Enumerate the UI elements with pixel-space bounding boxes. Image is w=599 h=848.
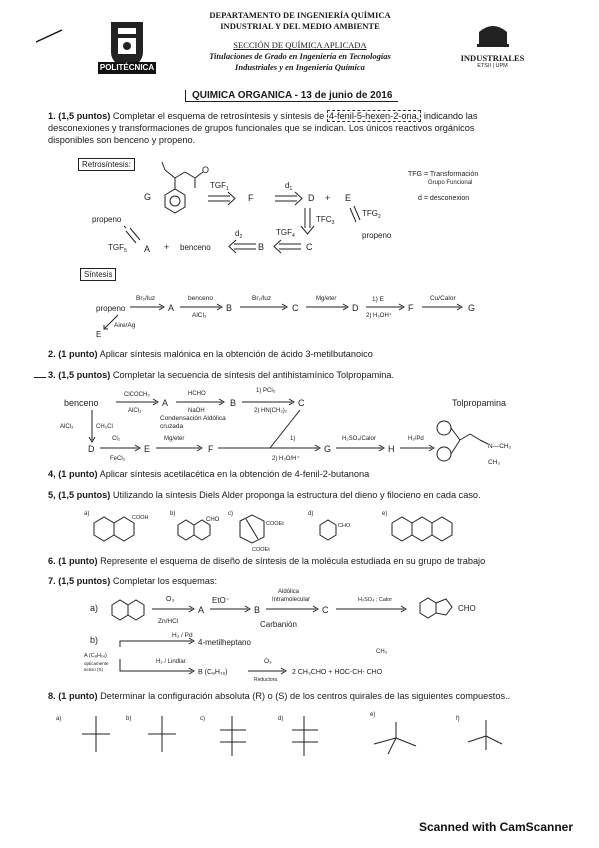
q5-d-ring bbox=[320, 520, 336, 540]
q3-r2-note2: cruzada bbox=[160, 423, 184, 430]
q7-arrow-7 bbox=[248, 668, 286, 674]
industriales-logo bbox=[455, 18, 530, 68]
synth-A: A bbox=[168, 303, 175, 313]
q3-arrow-down bbox=[89, 410, 95, 442]
q7-C: C bbox=[322, 605, 329, 615]
q7-start: A (C₈H₁₄) bbox=[84, 653, 107, 659]
q3-E: E bbox=[144, 444, 151, 454]
retro-propeno-2: propeno bbox=[362, 231, 392, 240]
svg-text:d): d) bbox=[278, 716, 284, 722]
q6-number: 6. bbox=[48, 556, 56, 566]
svg-text:a): a) bbox=[56, 716, 62, 722]
q7-r2-top2: Intramolecular bbox=[272, 597, 311, 603]
retro-F: F bbox=[248, 193, 254, 203]
synth-r2-bot: AlCl₃ bbox=[192, 312, 207, 319]
retro-arrow-3 bbox=[301, 208, 314, 234]
q7-reductora: Reductora bbox=[254, 677, 278, 683]
q7-B: B bbox=[254, 605, 261, 615]
retro-arrow-4 bbox=[350, 206, 360, 222]
q7-number: 7. bbox=[48, 576, 56, 586]
q7-carbanion: Carbanión bbox=[260, 620, 297, 629]
q3-arrow-2 bbox=[176, 399, 224, 405]
q7-r1-top: O₃ bbox=[166, 596, 175, 603]
retro-plus-1: + bbox=[325, 193, 331, 203]
politecnica-badge: POLITÉCNICA bbox=[99, 63, 155, 72]
synth-arrow-4 bbox=[306, 304, 348, 310]
retro-plus-2: + bbox=[164, 242, 170, 252]
d1-label: $d_1$ bbox=[285, 181, 293, 192]
tfg2-label: $TFG_2$ bbox=[362, 209, 381, 220]
q3-arrow-5 bbox=[156, 445, 202, 451]
q3-F: F bbox=[208, 444, 214, 454]
q5-text: Utilizando la síntesis Diels Alder proponga la estructura del dieno y filocieno en cada caso. bbox=[112, 490, 481, 500]
q3-r1-top: ClCOCH₃ bbox=[124, 392, 150, 398]
synth-r2-top: benceno bbox=[188, 295, 213, 302]
retro-propeno-1: propeno bbox=[92, 215, 122, 224]
q3-H: H bbox=[388, 444, 395, 454]
tfc3-label: $TFC_3$ bbox=[316, 215, 335, 226]
tfg-definition-2: Grupo Funcional bbox=[428, 180, 473, 186]
q7-r1-bot: Zn/HCl bbox=[158, 618, 179, 625]
q3-r2-top: HCHO bbox=[188, 391, 206, 397]
svg-text:f): f) bbox=[456, 716, 460, 722]
q5-c-cooet2: COOEt bbox=[252, 547, 270, 553]
q3-r2-bot: NaOH bbox=[188, 408, 205, 414]
target-molecule bbox=[162, 162, 203, 213]
q1-text-b: indicando las bbox=[423, 111, 478, 121]
q7-Bformula: B (C₈H₁₆) bbox=[198, 669, 228, 676]
retro-A: A bbox=[144, 244, 151, 254]
retro-arrow-1 bbox=[208, 192, 235, 205]
building-icon bbox=[473, 18, 513, 48]
ketone-oxygen: O bbox=[202, 165, 210, 175]
dept-line2: INDUSTRIAL Y DEL MEDIO AMBIENTE bbox=[220, 21, 380, 31]
retro-B: B bbox=[258, 242, 265, 252]
q3-arrow-4 bbox=[100, 445, 140, 451]
synth-E: E bbox=[96, 330, 102, 339]
q8-points: (1 punto) bbox=[58, 691, 98, 701]
q7-o3: O₃ bbox=[264, 658, 272, 665]
q7-cho: CHO bbox=[458, 604, 476, 613]
dept-line1: DEPARTAMENTO DE INGENIERÍA QUÍMICA bbox=[209, 10, 391, 20]
q7-A: A bbox=[198, 605, 205, 615]
retro-C: C bbox=[306, 242, 313, 252]
q3-arrow-3 bbox=[242, 399, 294, 405]
synth-r5-bot: 2) H₃OH⁺ bbox=[366, 313, 392, 319]
q3-scheme bbox=[60, 382, 560, 472]
synth-aire: Aire/Ag bbox=[114, 322, 136, 329]
synth-r3: Br₂/luz bbox=[252, 295, 272, 302]
synth-propeno: propeno bbox=[96, 304, 126, 313]
q7-r2-top1: Aldólica bbox=[278, 589, 300, 595]
synth-C: C bbox=[292, 303, 299, 313]
q3-product-name: Tolpropamina bbox=[452, 398, 507, 408]
q8-compound-b bbox=[126, 716, 176, 752]
q7-scheme bbox=[80, 585, 560, 685]
q3-text: Completar la secuencia de síntesis del antihistamínico Tolpropamina. bbox=[112, 370, 395, 380]
q5-d: d) bbox=[308, 511, 314, 517]
q7-arrow-3 bbox=[266, 606, 318, 612]
q1-target: 4-fenil-5-hexen-2-ona, bbox=[328, 111, 420, 121]
q3-arrow-1 bbox=[116, 399, 158, 405]
retro-benceno: benceno bbox=[180, 243, 211, 252]
q3-C: C bbox=[298, 398, 305, 408]
tgf5-label: $TGF_5$ bbox=[108, 243, 127, 254]
q3-arrow-7 bbox=[336, 445, 384, 451]
synthesis-label: Síntesis bbox=[80, 268, 116, 281]
question-2 bbox=[48, 348, 373, 360]
retro-arrow-7 bbox=[274, 240, 301, 253]
synth-D-placeholder: D bbox=[352, 303, 359, 313]
retro-E: E bbox=[345, 193, 352, 203]
q3-arrow-6 bbox=[218, 445, 320, 451]
q7-points: (1,5 puntos) bbox=[58, 576, 111, 586]
q5-c-cooet: COOEt bbox=[266, 521, 284, 527]
q3-ch3cl: CH₃Cl bbox=[96, 424, 113, 430]
q8-number: 8. bbox=[48, 691, 56, 701]
q4-points: (1 punto) bbox=[58, 469, 98, 479]
q3-r2-note1: Condensación Aldólica bbox=[160, 415, 226, 422]
q2-text: Aplicar síntesis malónica en la obtención de ácido 3-metilbutanoico bbox=[99, 349, 373, 359]
industriales-label: INDUSTRIALES bbox=[460, 53, 525, 63]
q7-arrow-2 bbox=[210, 606, 250, 612]
q5-points: (1,5 puntos) bbox=[58, 490, 111, 500]
q8-compound-c bbox=[200, 716, 246, 756]
degree-line2: Industriales y en Ingeniería Química bbox=[235, 62, 365, 72]
q3-r4-bot: FeCl₃ bbox=[110, 456, 126, 462]
tgf4-label: $TGF_4$ bbox=[276, 228, 295, 239]
tolpropamina-structure bbox=[437, 421, 488, 461]
q3-arrow-8 bbox=[400, 445, 434, 451]
svg-text:e): e) bbox=[370, 712, 376, 718]
q3-r3-bot: 2) HN(CH₃)₂ bbox=[254, 408, 288, 414]
q7-start-note1: opticamente bbox=[84, 661, 109, 666]
q1-text-d: disponibles son benceno y propeno. bbox=[48, 135, 196, 145]
q5-b-cho: CHO bbox=[206, 517, 220, 523]
retro-G: G bbox=[144, 192, 152, 202]
q8-structures bbox=[56, 708, 536, 768]
q3-r5: Mg/eter bbox=[164, 436, 185, 442]
q5-e-ring bbox=[392, 517, 412, 541]
q7-arrow-1 bbox=[152, 606, 194, 612]
pen-mark bbox=[34, 28, 64, 49]
synth-F: F bbox=[408, 303, 414, 313]
q5-c: c) bbox=[228, 511, 233, 517]
q5-a: a) bbox=[84, 511, 90, 517]
scanner-watermark: Scanned with CamScanner bbox=[418, 820, 573, 834]
q3-nme: N—CH₃ bbox=[488, 443, 512, 450]
q7-h2pd: H₂ / Pd bbox=[172, 632, 193, 639]
svg-text:b): b) bbox=[126, 716, 132, 722]
q7-ch3: CH₃ bbox=[376, 649, 388, 655]
q3-G: G bbox=[324, 444, 332, 454]
q7-prod2: 2 CH₃CHO + HOC-CH- CHO bbox=[292, 669, 383, 676]
retro-label: Retrosíntesis: bbox=[78, 158, 135, 171]
q7-a-label: a) bbox=[90, 603, 99, 613]
retro-scheme bbox=[80, 160, 550, 270]
retro-arrow-2 bbox=[275, 192, 302, 205]
svg-text:c): c) bbox=[200, 716, 205, 722]
q7-text: Completar los esquemas: bbox=[112, 576, 218, 586]
synth-G: G bbox=[468, 303, 476, 313]
q1-text-a: Completar el esquema de retrosíntesis y síntesis de bbox=[112, 111, 325, 121]
q7-b-label: b) bbox=[90, 635, 99, 645]
section-name: SECCIÓN DE QUÍMICA APLICADA bbox=[233, 40, 367, 50]
question-6 bbox=[48, 555, 485, 567]
q8-compound-a bbox=[56, 716, 110, 752]
q7-product1: 4-metilheptano bbox=[198, 638, 251, 647]
q2-points: (1 punto) bbox=[58, 349, 98, 359]
q5-number: 5, bbox=[48, 490, 56, 500]
synth-arrow-6 bbox=[422, 304, 462, 310]
q3-benceno: benceno bbox=[64, 398, 99, 408]
q7-indene bbox=[420, 598, 436, 618]
synth-B: B bbox=[226, 303, 233, 313]
q4-text: Aplicar síntesis acetilacética en la obtención de 4-fenil-2-butanona bbox=[99, 469, 370, 479]
q5-a-ring bbox=[94, 517, 114, 541]
q5-a-cooh: COOH bbox=[132, 515, 149, 521]
tfg-definition: TFG = Transformación bbox=[408, 171, 479, 178]
question-1 bbox=[48, 110, 553, 146]
retro-arrow-6 bbox=[229, 240, 256, 253]
q7-start-note2: activo (S) bbox=[84, 667, 104, 672]
q8-text: Determinar la configuración absoluta (R) o (S) de los centros quirales de las siguientes compuestos.. bbox=[100, 691, 511, 701]
q8-compound-f bbox=[456, 716, 502, 750]
department-header bbox=[160, 10, 440, 73]
exam-title: QUIMICA ORGANICA - 13 de junio de 2016 bbox=[185, 90, 398, 102]
synth-r1: Br₂/luz bbox=[136, 295, 156, 302]
etsii-label: ETSII | UPM bbox=[477, 63, 508, 69]
q8-compound-e bbox=[370, 712, 416, 754]
synthesis-scheme bbox=[80, 285, 550, 340]
q3-ch3: CH₃ bbox=[488, 459, 501, 466]
q5-structures bbox=[80, 505, 520, 555]
q7-arrow-5 bbox=[120, 638, 194, 647]
q3-r6-top: 1) bbox=[290, 436, 296, 442]
retro-arrow-5 bbox=[124, 226, 140, 243]
q5-e: e) bbox=[382, 511, 388, 517]
q1-number: 1. bbox=[48, 111, 56, 121]
q3-r7: H₂SO₄/Calor bbox=[342, 436, 376, 442]
synth-r5-top: 1) E bbox=[372, 296, 384, 303]
q4-number: 4, bbox=[48, 469, 56, 479]
synth-r4: Mg/eter bbox=[316, 296, 337, 302]
d2-label: $d_2$ bbox=[235, 229, 243, 240]
q3-r6-bot: 2) H₃O/H⁺ bbox=[272, 456, 300, 462]
synth-r6: Cu/Calor bbox=[430, 295, 456, 302]
q3-points: (1,5 puntos) bbox=[58, 370, 111, 380]
q3-B: B bbox=[230, 398, 237, 408]
q7-naphthalene bbox=[112, 600, 128, 620]
question-8 bbox=[48, 690, 510, 702]
q3-r1-bot: AlCl₃ bbox=[128, 408, 142, 414]
q7-r3: H₂SO₄ ; Calor bbox=[358, 597, 393, 603]
q6-points: (1 punto) bbox=[58, 556, 98, 566]
q5-b-ring bbox=[178, 520, 194, 540]
q8-compound-d bbox=[278, 716, 318, 756]
q5-d-cho: CHO bbox=[338, 523, 351, 529]
degree-line1: Titulaciones de Grado en Ingeniería en Tecnologías bbox=[209, 51, 391, 61]
synth-arrow-2 bbox=[180, 304, 222, 310]
q3-arrow-from-C bbox=[270, 410, 300, 448]
synth-arrow-3 bbox=[240, 304, 287, 310]
q2-number: 2. bbox=[48, 349, 56, 359]
d-definition: d = desconexion bbox=[418, 195, 470, 202]
q7-lindlar: H₂ / Lindlar bbox=[156, 659, 186, 665]
q3-number: 3. bbox=[48, 370, 56, 380]
tgf1-label: $TGF_1$ bbox=[210, 181, 229, 192]
synth-arrow-5 bbox=[366, 304, 404, 310]
q1-points: (1,5 puntos) bbox=[58, 111, 111, 121]
q3-r4-top: Cl₂ bbox=[112, 436, 120, 442]
q7-arrow-4 bbox=[336, 606, 406, 612]
q3-alcl: AlCl₃ bbox=[60, 424, 74, 430]
q1-text-c: desconexiones y transformaciones de grupos funcionales que se indican. Los únicos reactivos orgánicos bbox=[48, 123, 475, 133]
q5-b: b) bbox=[170, 511, 176, 517]
q6-text: Represente el esquema de diseño de síntesis de la molécula estudiada en su grupo de trabajo bbox=[100, 556, 486, 566]
q3-D: D bbox=[88, 444, 95, 454]
q3-r8: H₂/Pd bbox=[408, 436, 424, 442]
question-5 bbox=[48, 489, 481, 501]
question-4 bbox=[48, 468, 369, 480]
question-3 bbox=[34, 369, 394, 381]
q3-A: A bbox=[162, 398, 169, 408]
q7-eto: EtO⁻ bbox=[212, 596, 231, 605]
q3-r3-top: 1) PCl₅ bbox=[256, 388, 276, 394]
retro-D: D bbox=[308, 193, 315, 203]
synth-arrow-1 bbox=[130, 304, 164, 310]
